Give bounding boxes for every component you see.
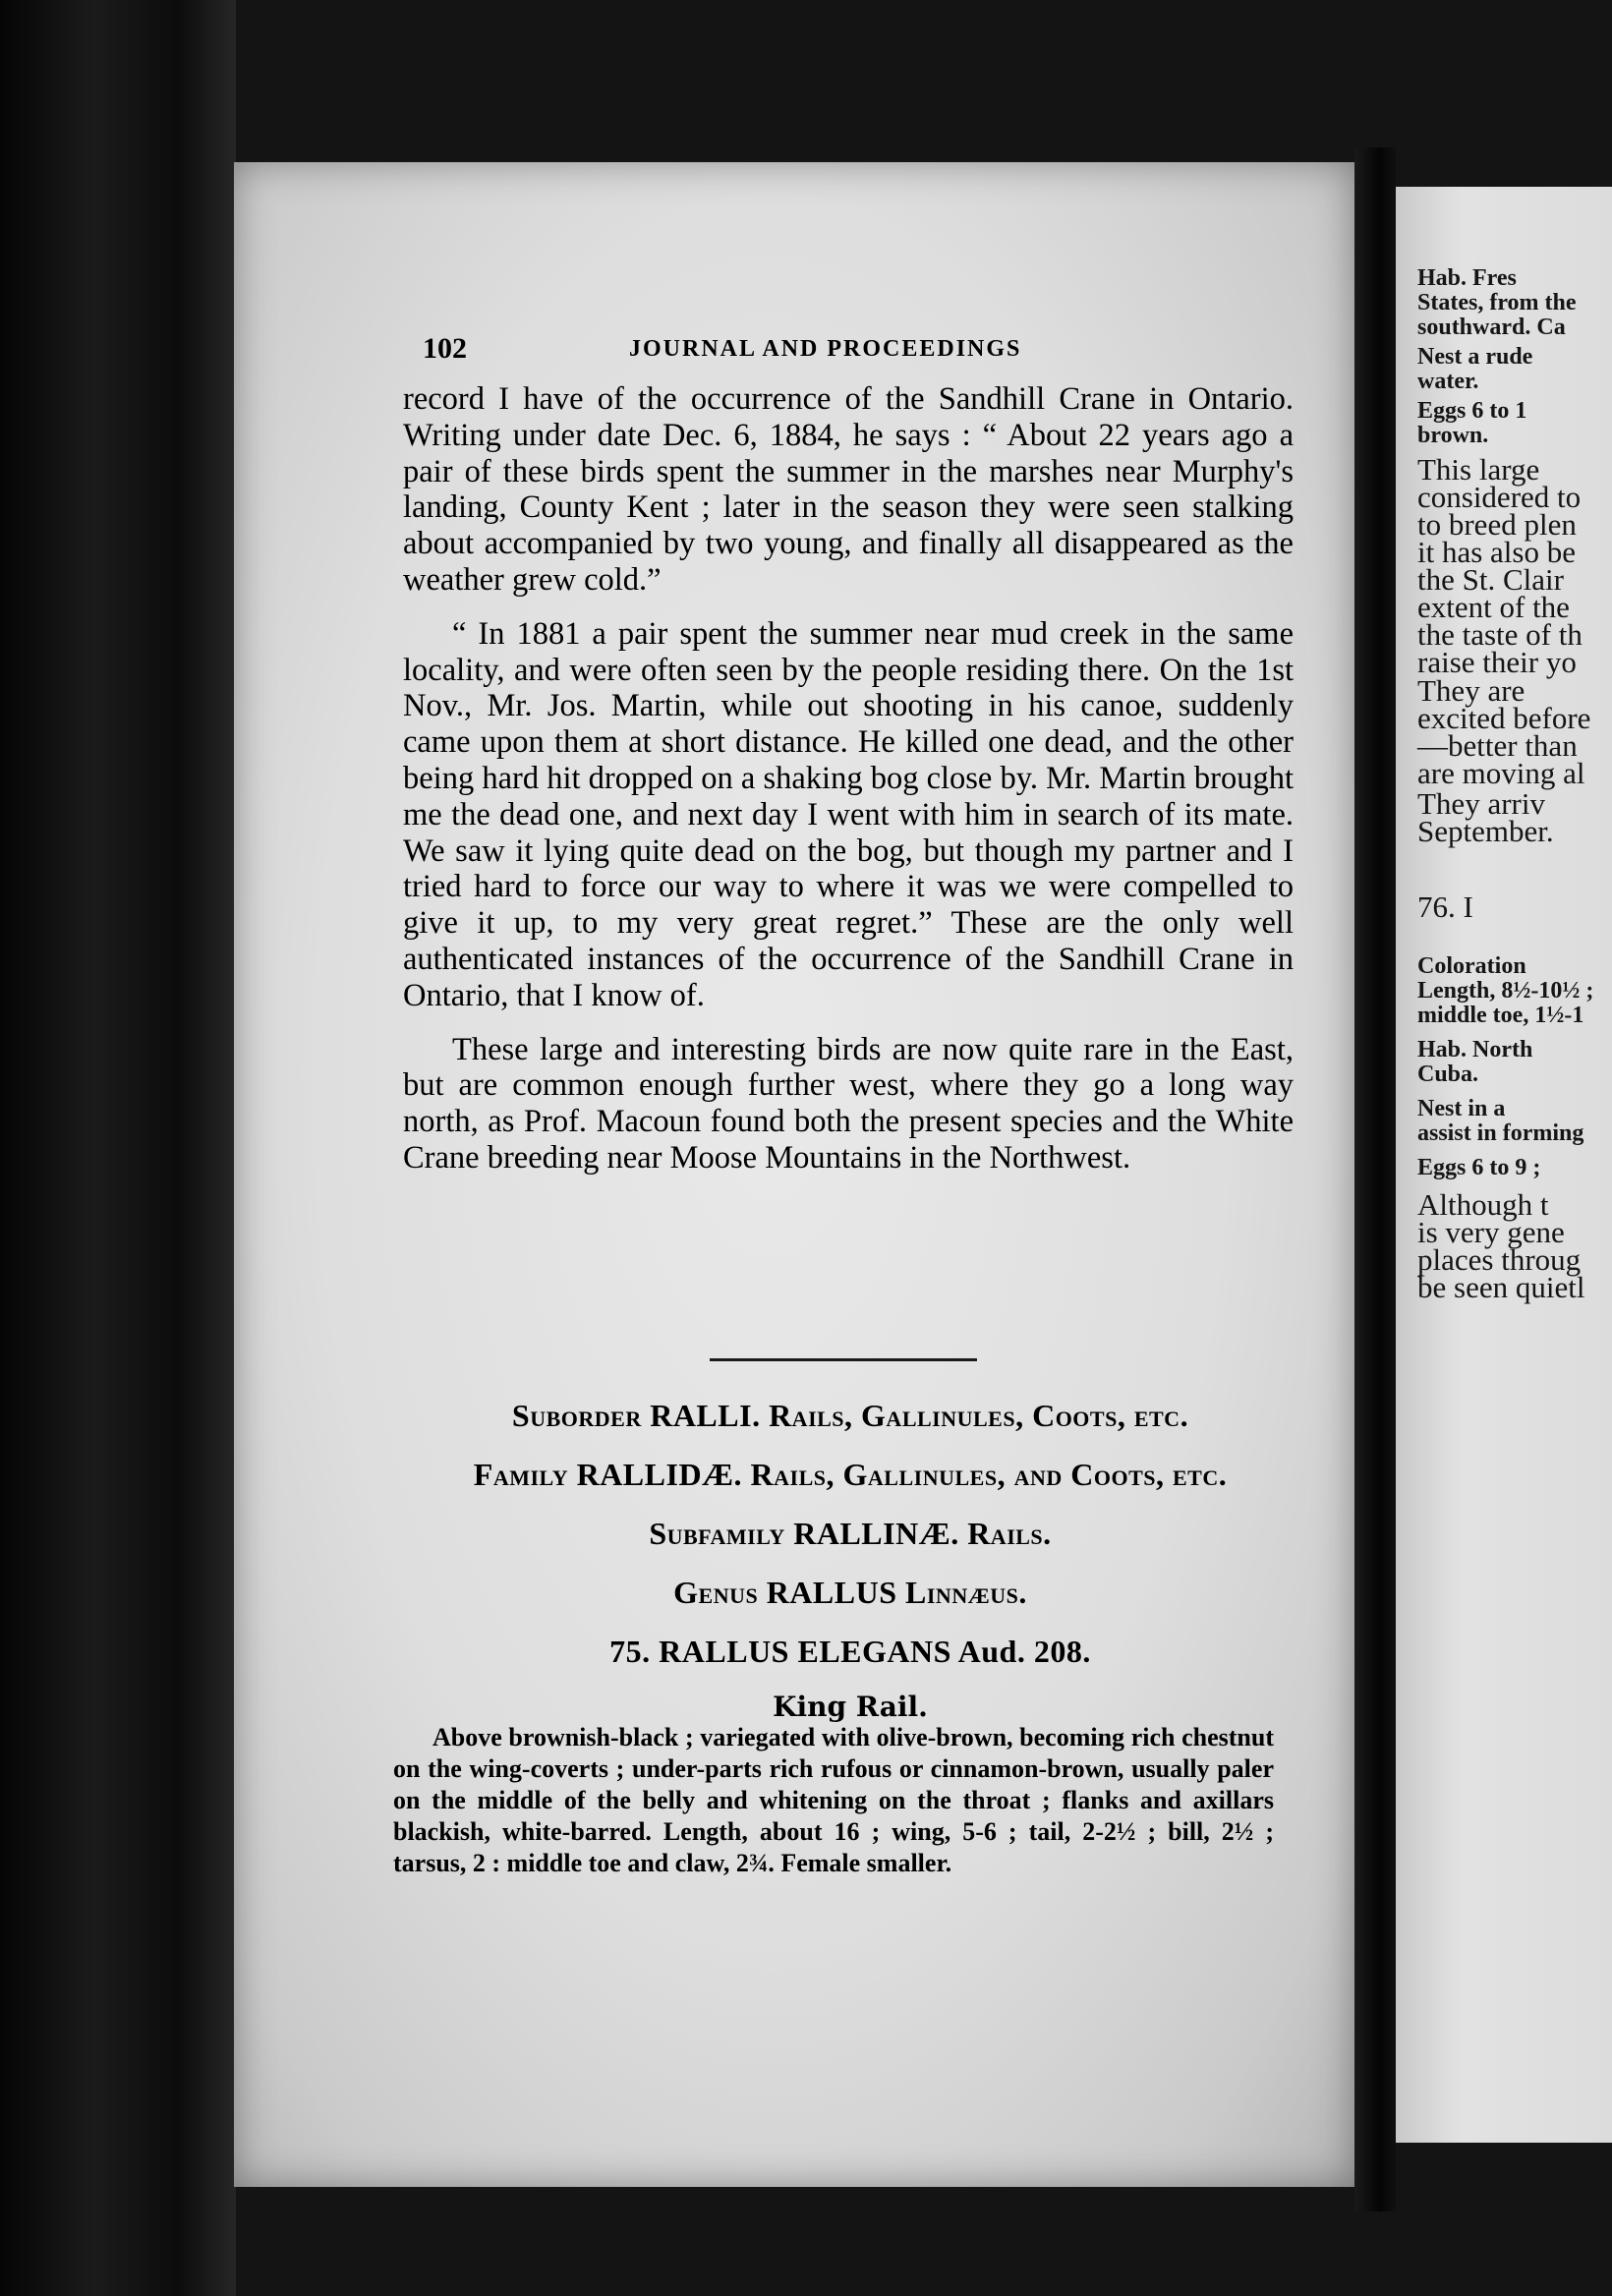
facing-page-line: extent of the	[1417, 590, 1570, 624]
facing-page-line: excited before	[1417, 701, 1591, 735]
facing-page-line: They arriv	[1417, 786, 1545, 821]
facing-page-line: the taste of th	[1417, 617, 1583, 652]
body-text	[403, 381, 1294, 1194]
species-heading: 75. RALLUS ELEGANS Aud. 208.	[609, 1634, 1091, 1669]
facing-page-line: assist in forming	[1417, 1120, 1584, 1146]
paragraph: These large and interesting birds are now quite rare in the East, but are common enough further west, where they go a long way north, as Prof. Macoun found both the present species and the White Crane breeding near Moose Mountains in the Northwest.	[403, 1031, 1294, 1176]
facing-page-line: This large	[1417, 452, 1540, 487]
facing-page-line: are moving al	[1417, 756, 1585, 790]
page-number: 102	[423, 332, 467, 365]
facing-page-line: raise their yo	[1417, 645, 1577, 679]
facing-page-line: States, from the	[1417, 290, 1577, 316]
family-heading: Family RALLIDÆ. Rails, Gallinules, and Coots, etc.	[473, 1457, 1228, 1492]
facing-page-line: Hab. Fres	[1417, 265, 1517, 291]
facing-page-line: Coloration	[1417, 953, 1526, 979]
facing-page-line: water.	[1417, 369, 1479, 394]
facing-page-line: considered to	[1417, 480, 1582, 514]
facing-page-line: it has also be	[1417, 535, 1576, 569]
suborder-heading: Suborder RALLI. Rails, Gallinules, Coots, etc.	[511, 1398, 1189, 1433]
facing-page-line: Length, 8½-10½ ;	[1417, 978, 1594, 1004]
facing-page-line: southward. Ca	[1417, 315, 1566, 340]
facing-page-line: 76. I	[1417, 890, 1473, 924]
taxonomy-headings	[393, 1396, 1307, 1729]
facing-page-line: Eggs 6 to 1	[1417, 398, 1527, 424]
common-name: King Rail.	[773, 1691, 928, 1723]
genus-heading: Genus RALLUS Linnæus.	[673, 1575, 1027, 1610]
facing-page-line: —better than	[1417, 728, 1578, 763]
paragraph: “ In 1881 a pair spent the summer near mud creek in the same locality, and were often seen by the people residing there. On the 1st Nov., Mr. Jos. Martin, while out shooting in his canoe, suddenly came upon them at short distance. He killed one dead, and the other being hard hit dropped on a shaking bog close by. Mr. Martin brought me the dead one, and next day I went with him in search of its mate. We saw it lying quite dead on the bog, but though my partner and I tried hard to force our way to where it was we were compelled to give it up, to my very great regret.” These are the only well authenticated instances of the occurrence of the Sandhill Crane in Ontario, that I know of.	[403, 615, 1294, 1013]
facing-page-line: the St. Clair	[1417, 562, 1564, 597]
running-head-title: JOURNAL AND PROCEEDINGS	[629, 336, 1022, 362]
species-description: Above brownish-black ; variegated with olive-brown, becoming rich chestnut on the wing-coverts ; under-parts rich rufous or cinnamon-brown, usually paler on the middle of the belly and whitening on the throat ; flanks and axillars blackish, white-barred. Length, about 16 ; wing, 5-6 ; tail, 2-2½ ; bill, 2½ ; tarsus, 2 : middle toe and claw, 2¾. Female smaller.	[393, 1723, 1274, 1877]
facing-page-line: middle toe, 1½-1	[1417, 1003, 1584, 1028]
facing-page-line: brown.	[1417, 423, 1489, 448]
facing-page-line: Nest in a	[1417, 1096, 1506, 1121]
facing-page-line: September.	[1417, 814, 1554, 848]
facing-page-line: Eggs 6 to 9 ;	[1417, 1155, 1541, 1180]
subfamily-heading: Subfamily RALLINÆ. Rails.	[649, 1516, 1052, 1551]
paragraph: record I have of the occurrence of the Sandhill Crane in Ontario. Writing under date Dec. 6, 1884, he says : “ About 22 years ago a pair of these birds spent the summer in the marshes near Murphy's landing, County Kent ; later in the season they were seen stalking about accompanied by two young, and finally all disappeared as the weather grew cold.”	[403, 381, 1294, 598]
facing-page-line: is very gene	[1417, 1215, 1565, 1249]
facing-page-line: be seen quietl	[1417, 1270, 1585, 1304]
book-gutter	[1354, 147, 1396, 2211]
facing-page-line: Although t	[1417, 1187, 1549, 1222]
facing-page-line: Cuba.	[1417, 1062, 1479, 1087]
facing-page-line: Hab. North	[1417, 1037, 1533, 1062]
facing-page-line: Nest a rude	[1417, 344, 1533, 370]
facing-page-line: They are	[1417, 673, 1526, 708]
facing-page-fragment	[1396, 187, 1612, 2143]
running-head	[187, 332, 1307, 372]
facing-page-line: to breed plen	[1417, 507, 1577, 542]
section-rule	[710, 1358, 977, 1361]
facing-page-line: places throug	[1417, 1242, 1582, 1277]
